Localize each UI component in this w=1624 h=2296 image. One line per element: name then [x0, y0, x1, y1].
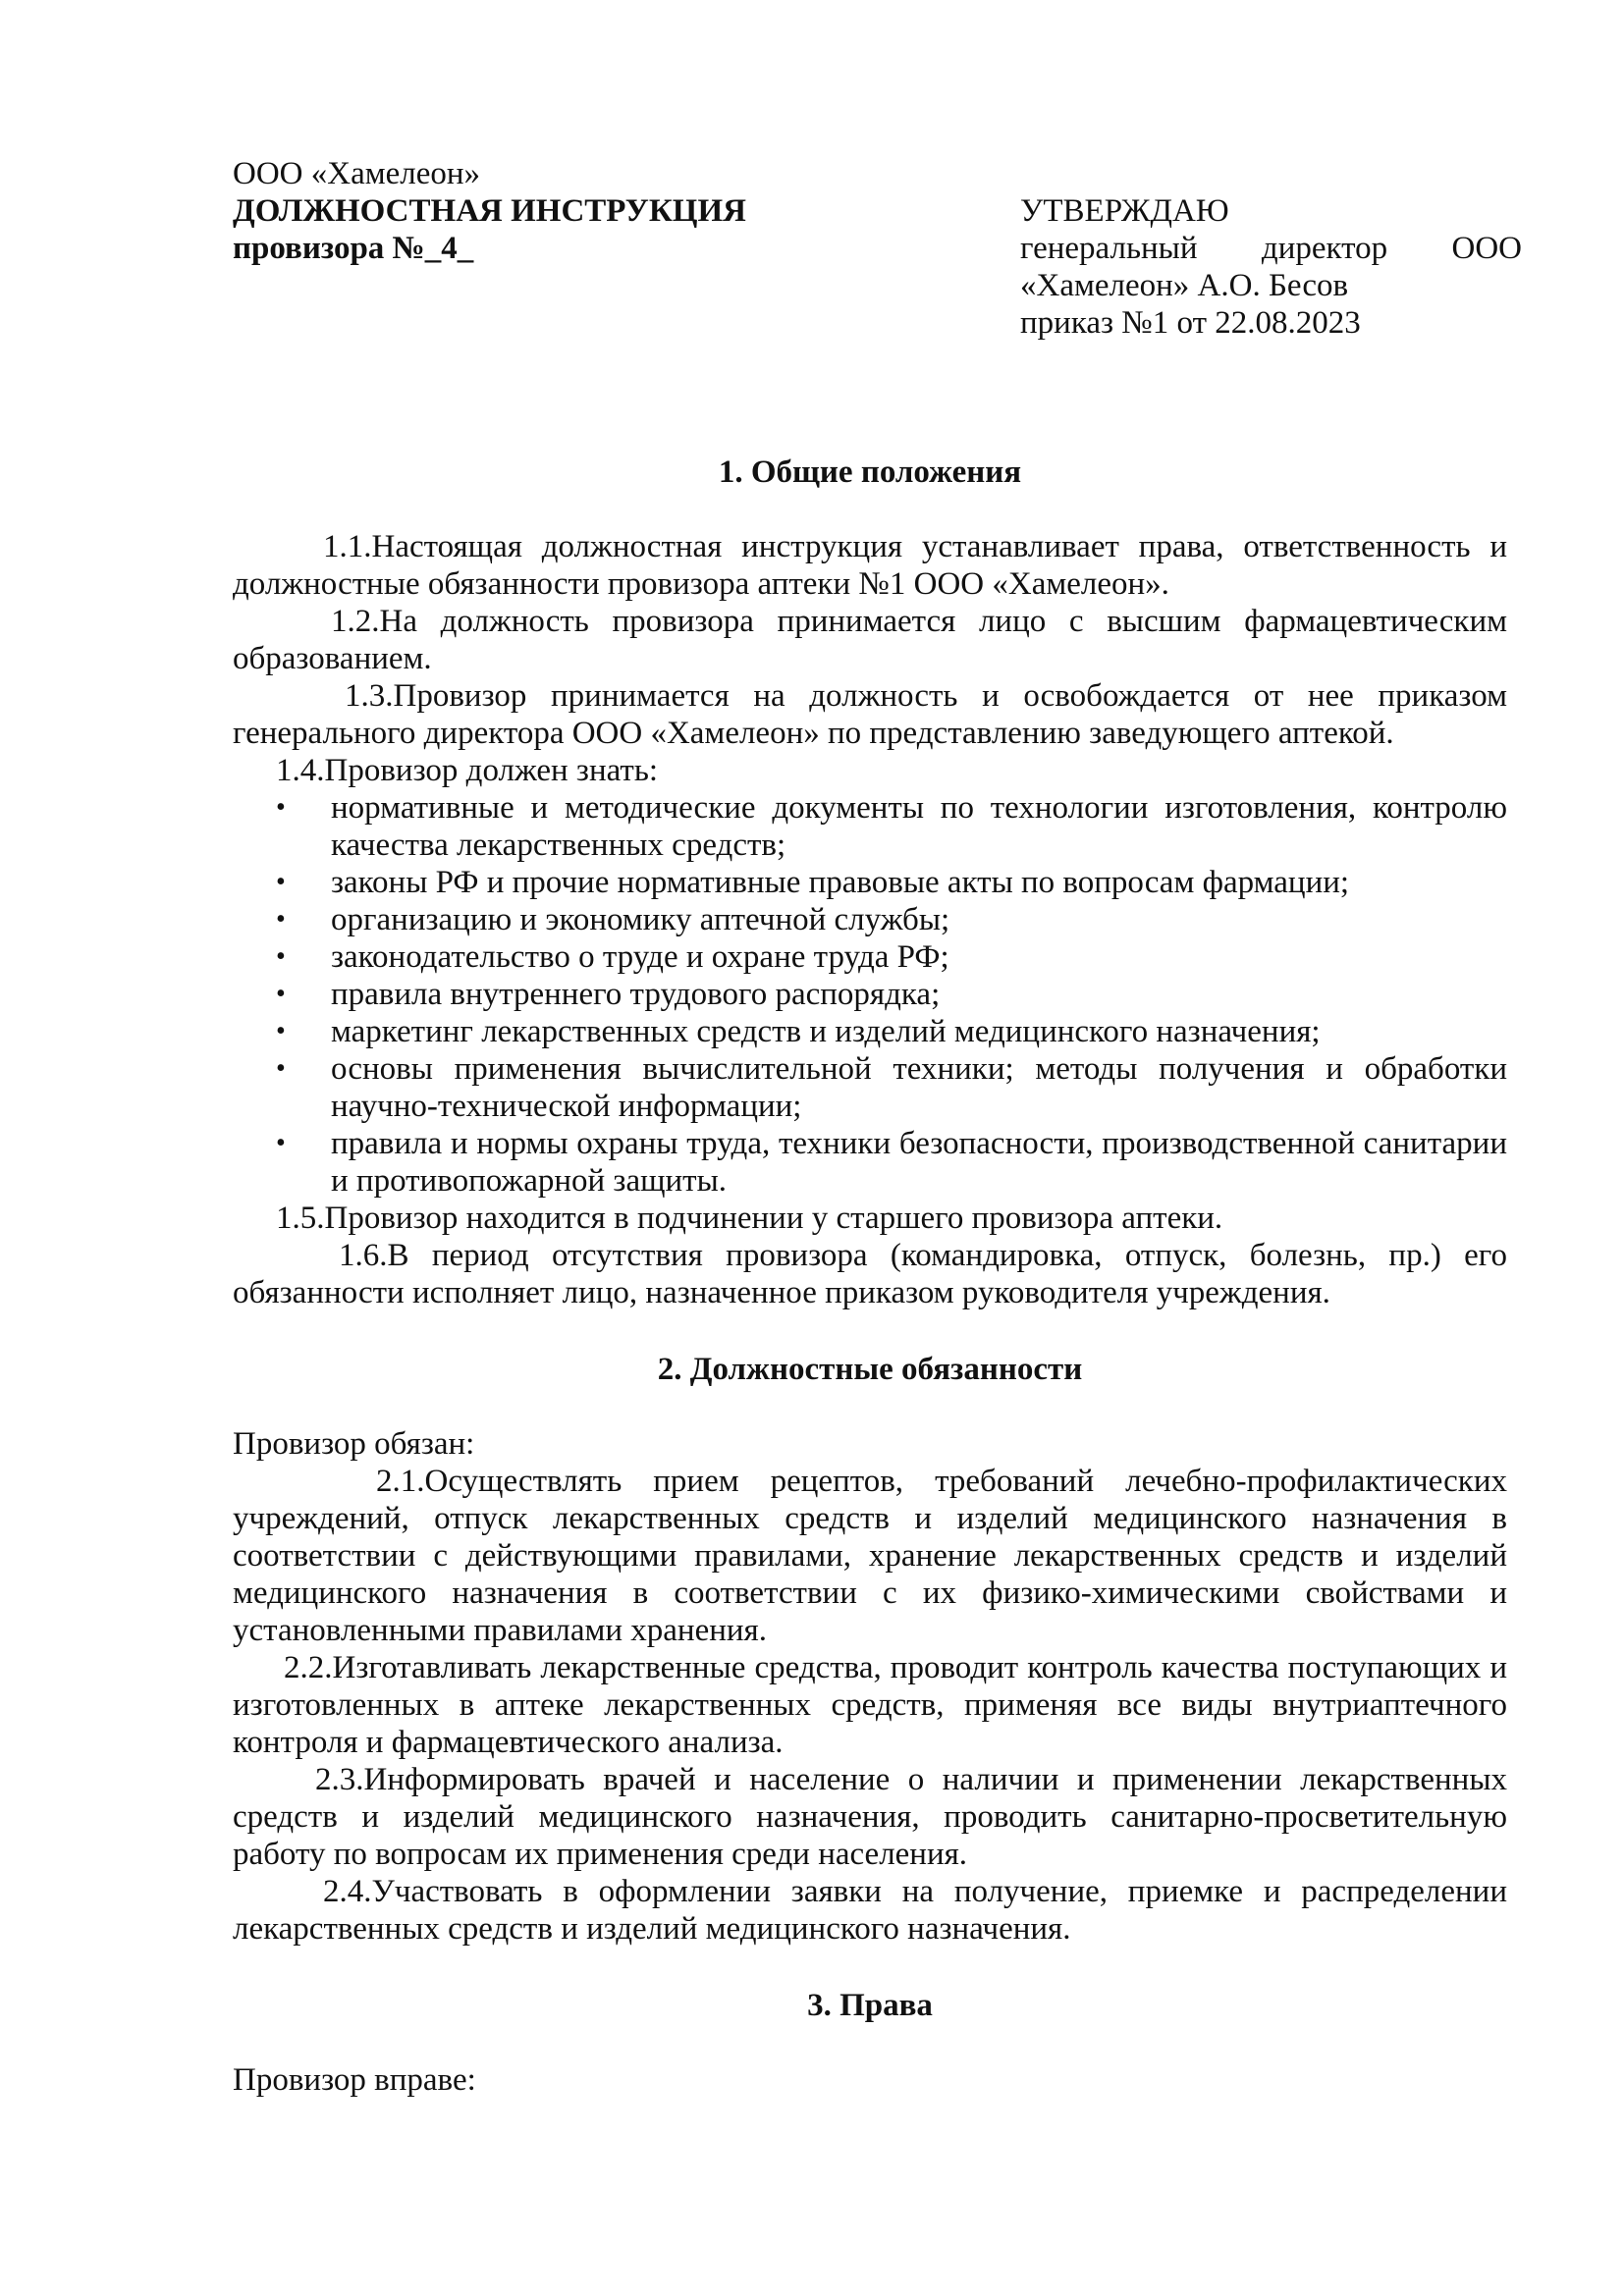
approval-label: УТВЕРЖДАЮ [1020, 193, 1229, 229]
paragraph-1-4: 1.4.Провизор должен знать: [276, 753, 659, 788]
list-item-text: организацию и экономику аптечной службы; [331, 902, 950, 937]
approval-line-1 [1020, 230, 1522, 267]
list-item-text: законодательство о труде и охране труда РФ; [331, 939, 949, 975]
bullet-icon: • [276, 941, 286, 972]
bullet-icon: • [276, 1128, 286, 1158]
approval-block [1020, 192, 1522, 342]
paragraph-1-1: 1.1.Настоящая должностная инструкция устанавливает права, ответственность и должностные обязанности провизора аптеки №1 ООО «Хамелеон». [233, 529, 1507, 602]
paragraph-2-3: 2.3.Информировать врачей и население о наличии и применении лекарственных средств и изделий медицинского назначения, проводить санитарно-просветительную работу по вопросам их применения среди населения. [233, 1762, 1507, 1872]
list-item-text: законы РФ и прочие нормативные правовые акты по вопросам фармации; [331, 865, 1350, 900]
section-2-title: 2. Должностные обязанности [657, 1352, 1083, 1387]
spacer [233, 2024, 1507, 2061]
bullet-icon: • [276, 1016, 286, 1046]
spacer [233, 491, 1507, 528]
paragraph-2-1: 2.1.Осуществлять прием рецептов, требований лечебно-профилактических учреждений, отпуск лекарственных средств и изделий медицинского назначения в соответствии с действующими правилами, хранение лекарственных средств и изделий медицинского назначения в соответствии с их физико-химическими свойствами и установленными правилами хранения. [233, 1464, 1507, 1648]
paragraph-1-2: 1.2.На должность провизора принимается лицо с высшим фармацевтическим образованием. [233, 604, 1507, 676]
approval-line-2: «Хамелеон» А.О. Бесов [1020, 268, 1349, 303]
list-item [233, 901, 1507, 938]
paragraph-2-4: 2.4.Участвовать в оформлении заявки на получение, приемке и распределении лекарственных средств и изделий медицинского назначения. [233, 1874, 1507, 1947]
approval-word: ООО [1451, 231, 1522, 266]
bullet-icon: • [276, 867, 286, 897]
list-item-text: маркетинг лекарственных средств и изделий медицинского назначения; [331, 1014, 1321, 1049]
list-item-text: правила внутреннего трудового распорядка; [331, 977, 941, 1012]
paragraph-2-2: 2.2.Изготавливать лекарственные средства, проводит контроль качества поступающих и изготовленных в аптеке лекарственных средств, применяя все виды внутриаптечного контроля и фармацевтического анализа. [233, 1650, 1507, 1760]
spacer [233, 1948, 1507, 1987]
list-item-text: нормативные и методические документы по технологии изготовления, контролю качества лекарственных средств; [331, 790, 1507, 863]
bullet-icon: • [276, 1053, 286, 1084]
list-item [233, 1013, 1507, 1050]
bullet-icon: • [276, 979, 286, 1009]
section-3-title: 3. Права [807, 1988, 933, 2023]
bullet-icon: • [276, 792, 286, 823]
section-2-intro: Провизор обязан: [233, 1426, 475, 1462]
paragraph-1-5: 1.5.Провизор находится в подчинении у старшего провизора аптеки. [276, 1201, 1223, 1236]
list-item-text: основы применения вычислительной техники; методы получения и обработки научно-технической информации; [331, 1051, 1507, 1124]
list-item [233, 976, 1507, 1013]
paragraph-1-6: 1.6.В период отсутствия провизора (командировка, отпуск, болезнь, пр.) его обязанности исполняет лицо, назначенное приказом руководителя учреждения. [233, 1238, 1507, 1310]
section-3-intro: Провизор вправе: [233, 2062, 476, 2098]
organization-name: ООО «Хамелеон» [233, 156, 481, 191]
spacer [233, 1311, 1507, 1351]
approval-word: директор [1261, 231, 1388, 266]
header-left-block [233, 155, 841, 267]
approval-word: генеральный [1020, 231, 1198, 266]
document-title: ДОЛЖНОСТНАЯ ИНСТРУКЦИЯ [233, 193, 746, 229]
list-item [233, 938, 1507, 976]
list-item [233, 1125, 1507, 1200]
document-subtitle: провизора №_4_ [233, 231, 474, 266]
section-1-title: 1. Общие положения [718, 454, 1022, 490]
document-body [233, 454, 1507, 2099]
bullet-icon: • [276, 904, 286, 934]
list-item-text: правила и нормы охраны труда, техники безопасности, производственной санитарии и противопожарной защиты. [331, 1126, 1507, 1199]
list-item [233, 864, 1507, 901]
spacer [233, 1388, 1507, 1425]
paragraph-1-3: 1.3.Провизор принимается на должность и освобождается от нее приказом генерального директора ООО «Хамелеон» по представлению заведующего аптекой. [233, 678, 1507, 751]
knowledge-list [233, 789, 1507, 1200]
list-item [233, 1050, 1507, 1125]
list-item [233, 789, 1507, 864]
approval-line-3: приказ №1 от 22.08.2023 [1020, 305, 1361, 341]
